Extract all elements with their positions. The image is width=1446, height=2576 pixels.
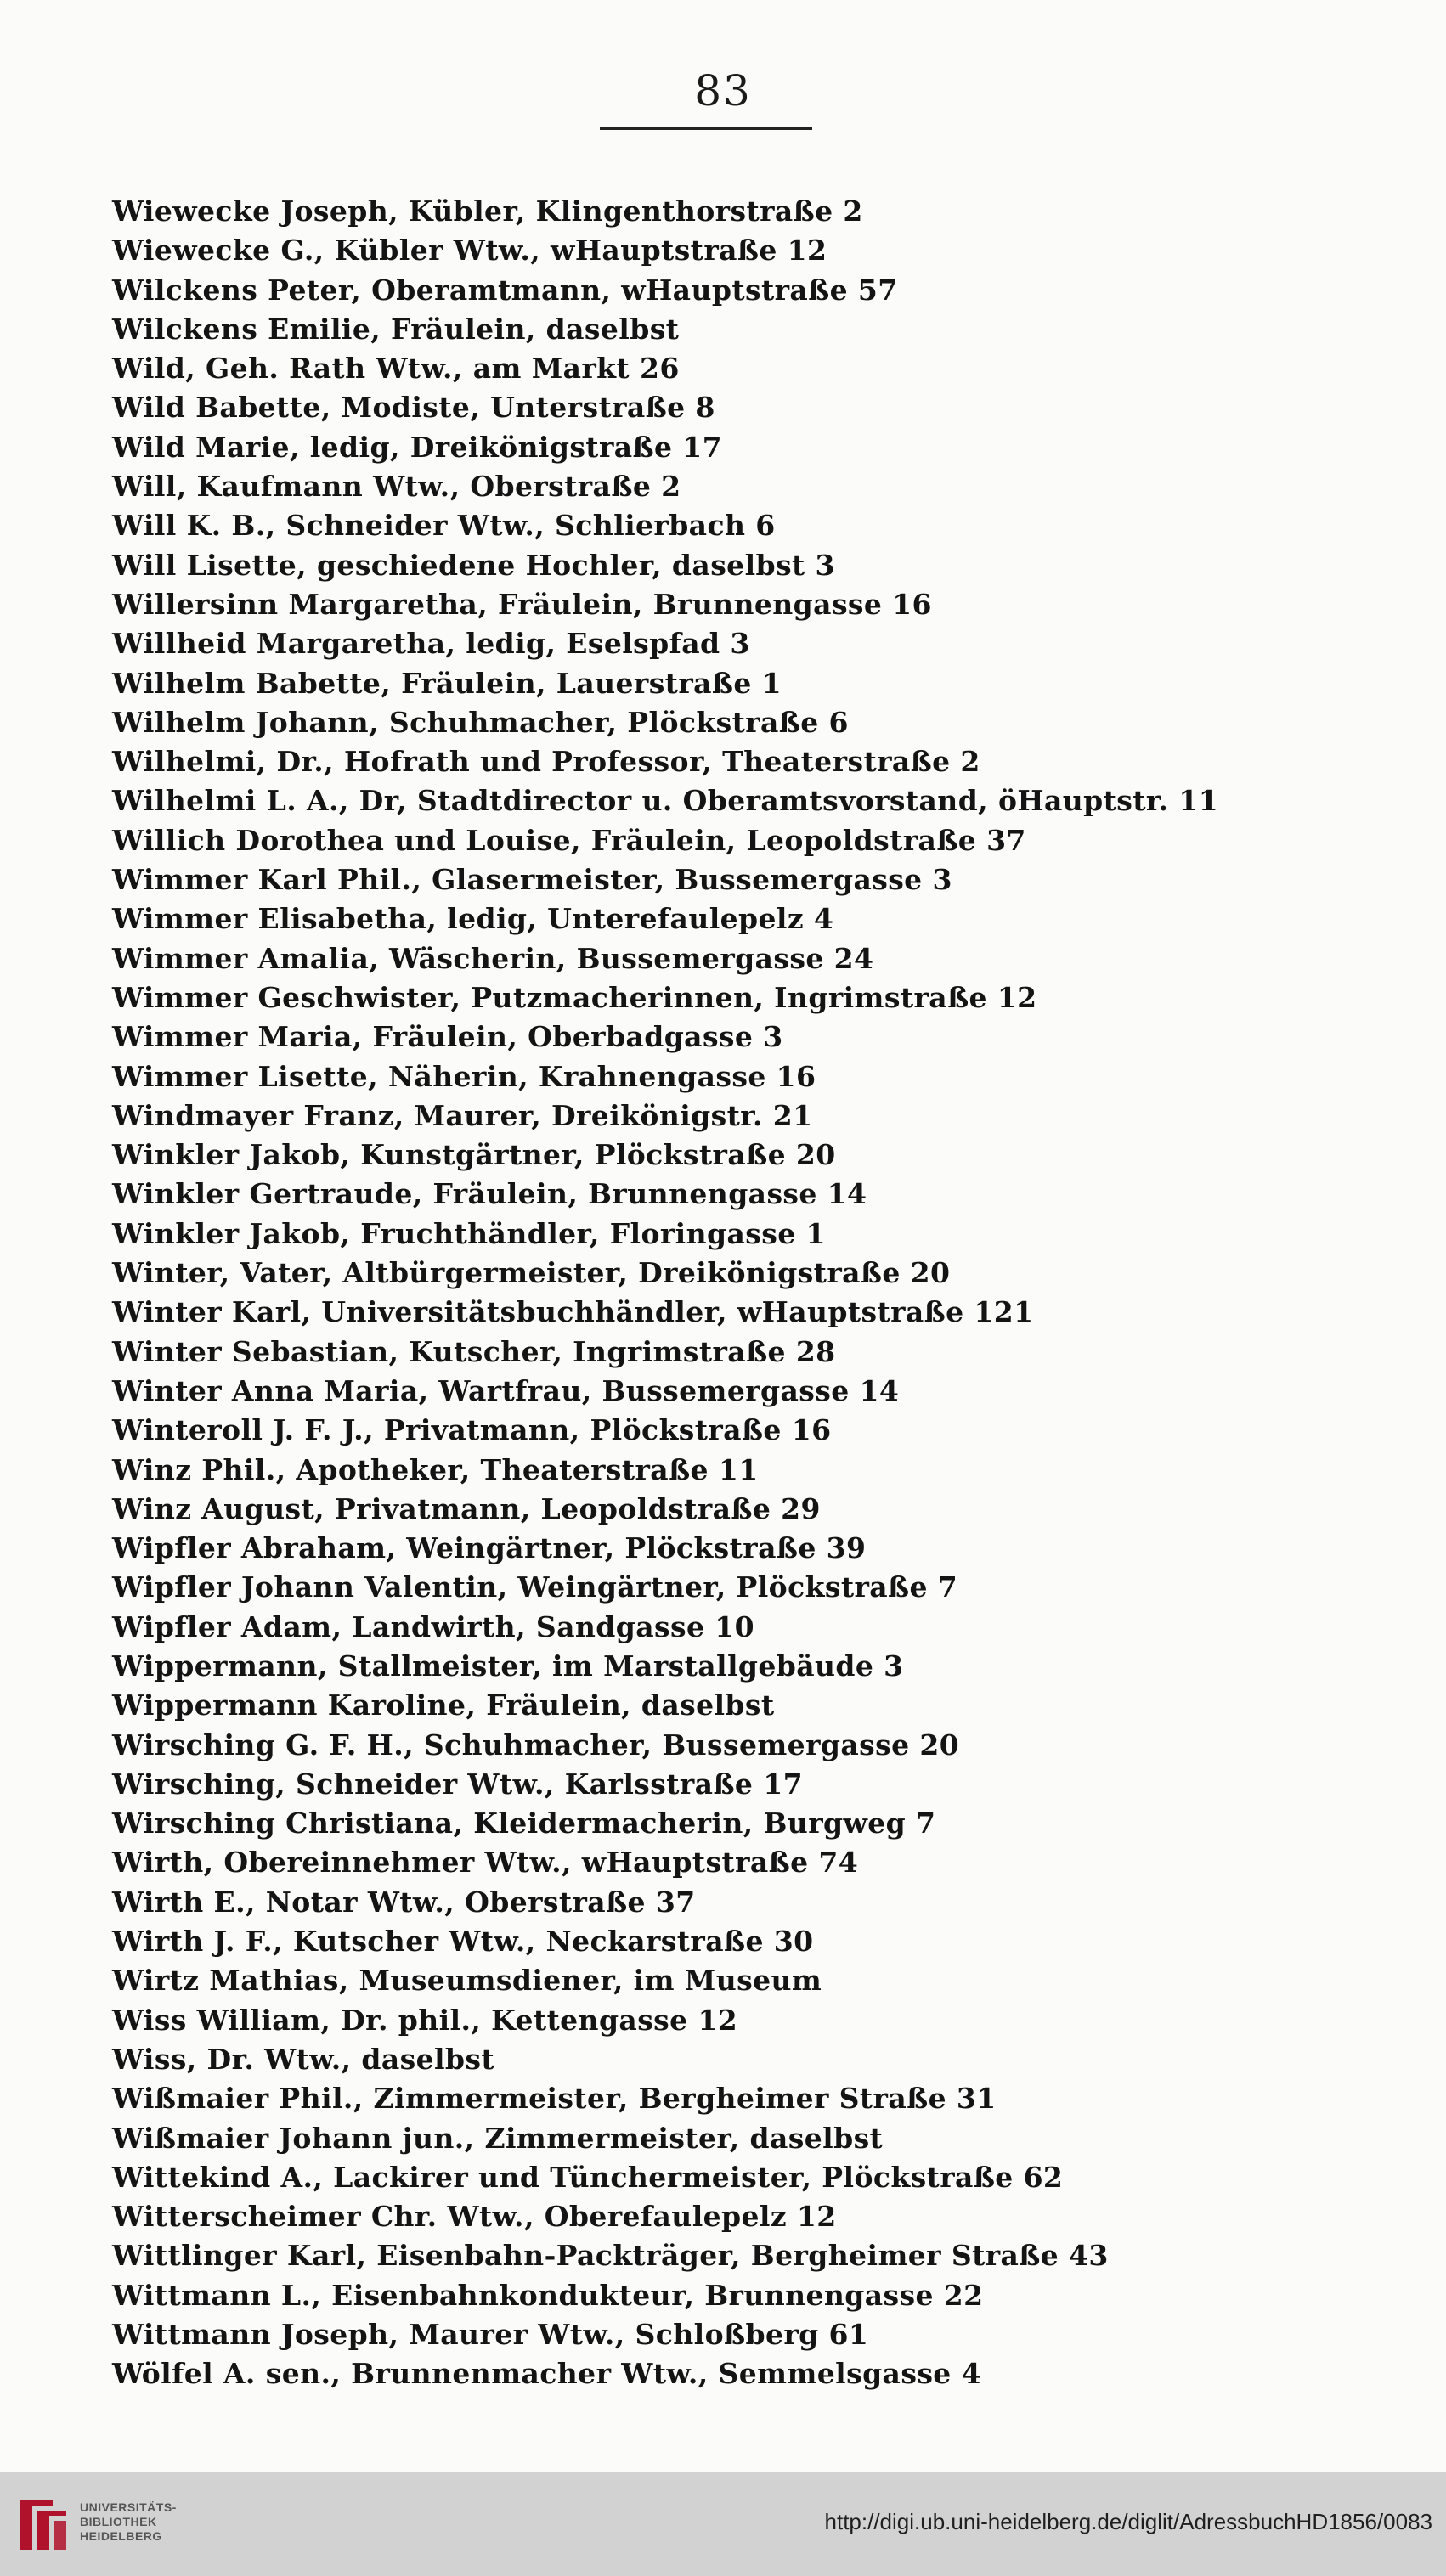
directory-entry: Wißmaier Phil., Zimmermeister, Bergheimer Straße 31 [112, 2082, 997, 2116]
directory-entry: Wittmann Joseph, Maurer Wtw., Schloßberg 61 [112, 2318, 869, 2352]
directory-entry: Wipfler Abraham, Weingärtner, Plöckstraße 39 [112, 1531, 867, 1565]
directory-entry: Winz August, Privatmann, Leopoldstraße 29 [112, 1491, 821, 1525]
directory-entry: Wittlinger Karl, Eisenbahn-Packträger, Bergheimer Straße 43 [112, 2239, 1109, 2273]
directory-entry: Wirsching G. F. H., Schuhmacher, Bussemergasse 20 [112, 1728, 960, 1761]
directory-entry: Wilhelmi, Dr., Hofrath und Professor, Theaterstraße 2 [112, 745, 980, 779]
directory-entry: Wißmaier Johann jun., Zimmermeister, daselbst [112, 2121, 884, 2155]
directory-entry: Wild, Geh. Rath Wtw., am Markt 26 [112, 352, 680, 386]
library-logo[interactable] [15, 2489, 185, 2560]
logo-line-3: HEIDELBERG [80, 2529, 162, 2543]
directory-entry: Wittmann L., Eisenbahnkondukteur, Brunnengasse 22 [112, 2278, 984, 2312]
directory-entry: Wipfler Johann Valentin, Weingärtner, Plöckstraße 7 [112, 1570, 958, 1604]
directory-entry: Wiewecke Joseph, Kübler, Klingenthorstraße 2 [112, 194, 863, 228]
directory-entry: Witterscheimer Chr. Wtw., Oberefaulepelz 12 [112, 2200, 837, 2234]
page-number: 83 [694, 66, 752, 116]
directory-entry: Wirtz Mathias, Museumsdiener, im Museum [112, 1964, 822, 1998]
directory-entry: Winter Sebastian, Kutscher, Ingrimstraße 28 [112, 1334, 836, 1368]
logo-line-2: BIBLIOTHEK [80, 2515, 157, 2528]
directory-entry: Wirth E., Notar Wtw., Oberstraße 37 [112, 1885, 696, 1919]
directory-entry: Wimmer Elisabetha, ledig, Unterefaulepelz 4 [112, 902, 834, 936]
directory-entry: Wild Babette, Modiste, Unterstraße 8 [112, 391, 715, 425]
directory-entry: Willersinn Margaretha, Fräulein, Brunnengasse 16 [112, 587, 932, 621]
directory-entry: Wirth, Obereinnehmer Wtw., wHauptstraße 74 [112, 1846, 859, 1880]
directory-entry: Wilhelm Babette, Fräulein, Lauerstraße 1 [112, 666, 782, 700]
directory-entry: Wilckens Peter, Oberamtmann, wHauptstraße 57 [112, 273, 898, 307]
directory-entry: Wimmer Maria, Fräulein, Oberbadgasse 3 [112, 1020, 783, 1054]
directory-entry: Winkler Jakob, Fruchthändler, Floringasse 1 [112, 1216, 826, 1250]
directory-entry: Wirsching Christiana, Kleidermacherin, Burgweg 7 [112, 1807, 936, 1840]
directory-entry: Wippermann Karoline, Fräulein, daselbst [112, 1688, 775, 1722]
directory-entry: Winkler Gertraude, Fräulein, Brunnengasse 14 [112, 1177, 867, 1211]
header-rule [600, 127, 812, 130]
directory-entry: Will K. B., Schneider Wtw., Schlierbach 6 [112, 509, 776, 543]
directory-entry: Wirth J. F., Kutscher Wtw., Neckarstraße 30 [112, 1925, 814, 1959]
directory-entry: Wipfler Adam, Landwirth, Sandgasse 10 [112, 1609, 754, 1643]
directory-entry: Wimmer Geschwister, Putzmacherinnen, Ingrimstraße 12 [112, 980, 1037, 1014]
university-seal-icon [15, 2494, 71, 2555]
directory-entry: Wiss, Dr. Wtw., daselbst [112, 2042, 495, 2076]
directory-entry: Winter, Vater, Altbürgermeister, Dreikönigstraße 20 [112, 1256, 951, 1290]
directory-entry: Wilhelm Johann, Schuhmacher, Plöckstraße 6 [112, 705, 849, 739]
directory-entry: Windmayer Franz, Maurer, Dreikönigstr. 21 [112, 1098, 813, 1132]
directory-entry: Wittekind A., Lackirer und Tünchermeister, Plöckstraße 62 [112, 2160, 1064, 2194]
directory-entry: Wippermann, Stallmeister, im Marstallgebäude 3 [112, 1649, 904, 1683]
directory-entry: Wiewecke G., Kübler Wtw., wHauptstraße 12 [112, 234, 827, 268]
directory-entry: Wimmer Karl Phil., Glasermeister, Bussemergasse 3 [112, 863, 952, 897]
directory-entry: Winteroll J. F. J., Privatmann, Plöckstraße 16 [112, 1413, 832, 1447]
footer-bar [0, 2472, 1446, 2576]
directory-entry: Wimmer Lisette, Näherin, Krahnengasse 16 [112, 1059, 816, 1093]
directory-entry: Wimmer Amalia, Wäscherin, Bussemergasse 24 [112, 941, 874, 975]
directory-entry: Will, Kaufmann Wtw., Oberstraße 2 [112, 470, 681, 504]
directory-entry: Wölfel A. sen., Brunnenmacher Wtw., Semmelsgasse 4 [112, 2357, 981, 2391]
directory-entry: Wilckens Emilie, Fräulein, daselbst [112, 312, 680, 346]
directory-entry: Wirsching, Schneider Wtw., Karlsstraße 17 [112, 1767, 803, 1801]
source-url-link[interactable]: http://digi.ub.uni-heidelberg.de/diglit/AdressbuchHD1856/0083 [824, 2509, 1432, 2534]
directory-entry: Winkler Jakob, Kunstgärtner, Plöckstraße 20 [112, 1138, 836, 1172]
directory-entry-list [112, 192, 1218, 2394]
directory-entry: Willich Dorothea und Louise, Fräulein, Leopoldstraße 37 [112, 823, 1026, 857]
directory-entry: Willheid Margaretha, ledig, Eselspfad 3 [112, 627, 750, 661]
directory-entry: Wilhelmi L. A., Dr, Stadtdirector u. Oberamtsvorstand, öHauptstr. 11 [112, 784, 1219, 818]
directory-entry: Winter Anna Maria, Wartfrau, Bussemergasse 14 [112, 1373, 900, 1407]
logo-line-1: UNIVERSITÄTS- [80, 2500, 177, 2514]
directory-entry: Will Lisette, geschiedene Hochler, daselbst 3 [112, 548, 835, 582]
directory-entry: Wild Marie, ledig, Dreikönigstraße 17 [112, 430, 722, 464]
directory-entry: Wiss William, Dr. phil., Kettengasse 12 [112, 2003, 738, 2037]
directory-entry: Winter Karl, Universitätsbuchhändler, wHauptstraße 121 [112, 1295, 1034, 1329]
directory-entry: Winz Phil., Apotheker, Theaterstraße 11 [112, 1452, 759, 1486]
